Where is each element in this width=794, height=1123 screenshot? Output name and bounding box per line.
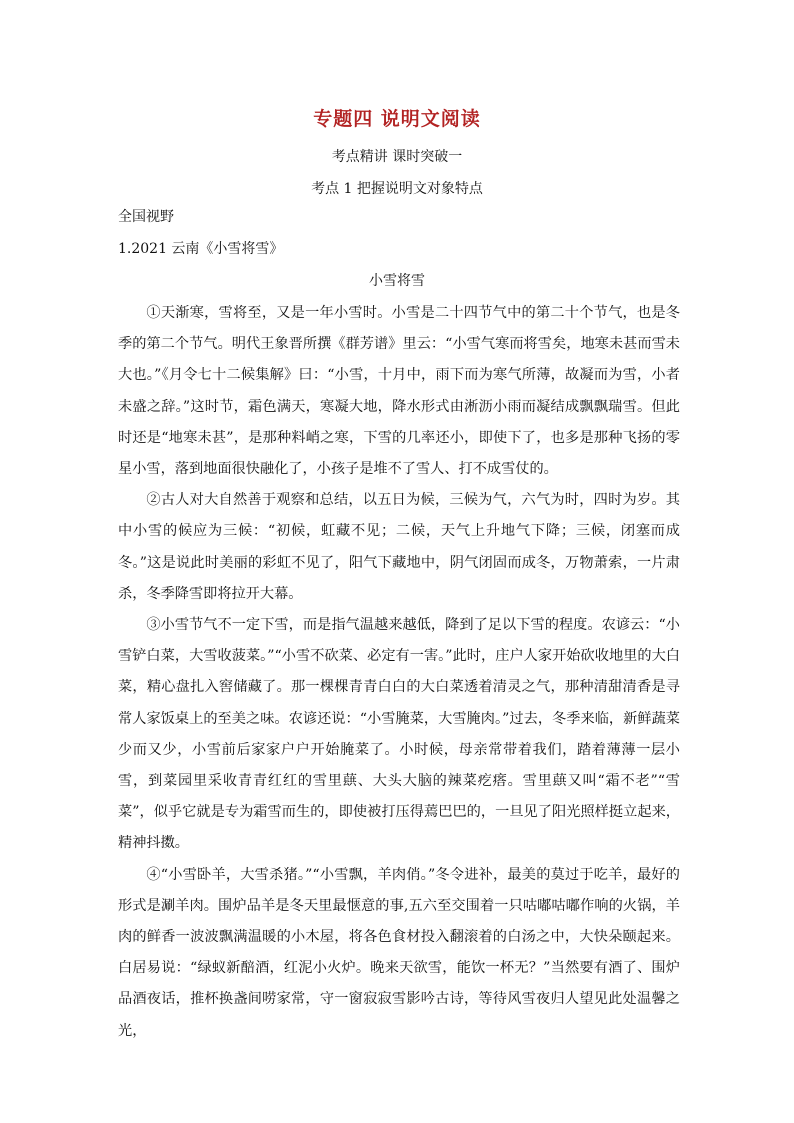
paragraph-4: ④“小雪卧羊，大雪杀猪。”“小雪飘，羊肉俏。”冬令进补，最美的莫过于吃羊，最好的形式是涮羊肉。围炉品羊是冬天里最惬意的事,五六至交围着一只咕嘟咕嘟作响的火锅，羊肉的鲜香一波波飘满温暖的小木屋，将各色食材投入翻滚着的白汤之中，大快朵颐起来。白居易说：“绿蚁新醅酒，红泥小火炉。晚来天欲雪，能饮一杯无？”当然要有酒了、围炉品酒夜话，推杯换盏间唠家常，守一窗寂寂雪影吟古诗，等待风雪夜归人望见此处温馨之光， <box>118 866 680 1039</box>
paragraph-2: ②古人对大自然善于观察和总结，以五日为候，三候为气，六气为时，四时为岁。其中小雪的候应为三候：“初候，虹藏不见；二候，天气上升地气下降；三候，闭塞而成冬。”这是说此时美丽的彩虹不见了，阳气下藏地中，阴气闭固而成冬，万物萧索，一片肃杀，冬季降雪即将拉开大幕。 <box>118 492 680 602</box>
topic-heading: 考点 1 把握说明文对象特点 <box>311 181 483 197</box>
article-title: 小雪将雪 <box>369 273 425 289</box>
question-label: 1.2021 云南《小雪将雪》 <box>118 241 284 257</box>
article-body <box>118 298 680 1047</box>
section-label: 全国视野 <box>118 209 174 225</box>
document-title: 专题四 说明文阅读 <box>313 108 481 130</box>
paragraph-1: ①天渐寒，雪将至，又是一年小雪时。小雪是二十四节气中的第二十个节气，也是冬季的第二个节气。明代王象晋所撰《群芳谱》里云：“小雪气寒而将雪矣，地寒未甚而雪未大也。”《月令七十二候集解》曰：“小雪，十月中，雨下而为寒气所薄，故凝而为雪，小者未盛之辞。”这时节，霜色满天，寒凝大地，降水形式由淅沥小雨而凝结成飘飘瑞雪。但此时还是“地寒未甚”，是那种料峭之寒，下雪的几率还小，即使下了，也多是那种飞扬的零星小雪，落到地面很快融化了，小孩子是堆不了雪人、打不成雪仗的。 <box>118 305 680 478</box>
paragraph-3: ③小雪节气不一定下雪，而是指气温越来越低，降到了足以下雪的程度。农谚云：“小雪铲白菜，大雪收菠菜。”“小雪不砍菜、必定有一害。”此时，庄户人家开始砍收地里的大白菜，精心盘扎入窖储藏了。那一棵棵青青白白的大白菜透着清灵之气，那种清甜清香是寻常人家饭桌上的至美之味。农谚还说：“小雪腌菜，大雪腌肉。”过去，冬季来临，新鲜蔬菜少而又少，小雪前后家家户户开始腌菜了。小时候，母亲常带着我们，踏着薄薄一层小雪，到菜园里采收青青红红的雪里蕻、大头大脑的辣菜疙瘩。雪里蕻又叫“霜不老”“雪菜”，似乎它就是专为霜雪而生的，即使被打压得蔫巴巴的，一旦见了阳光照样挺立起来，精神抖擞。 <box>118 617 680 852</box>
lesson-subtitle: 考点精讲 课时突破一 <box>331 149 463 165</box>
